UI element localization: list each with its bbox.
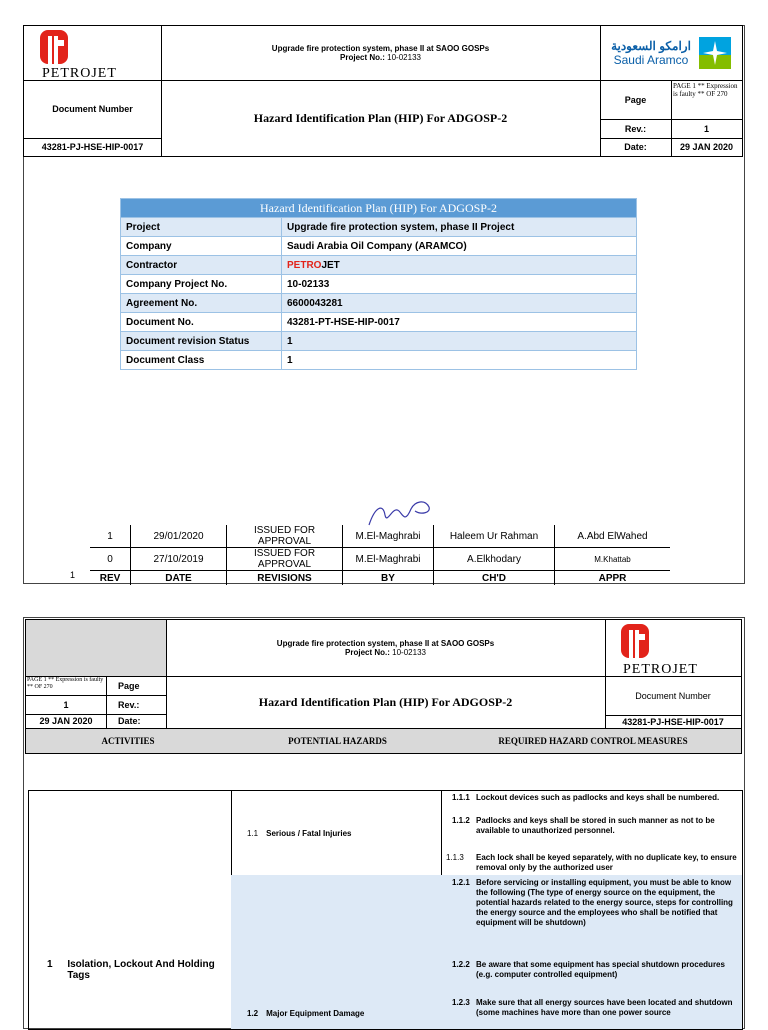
hazard-cell-1-1 [231, 790, 442, 876]
info-value: 10-02133 [282, 275, 637, 294]
aramco-logo-cell [600, 25, 743, 81]
rev-header: DATE [131, 571, 227, 586]
info-value: 1 [282, 351, 637, 370]
page-value: PAGE 1 ** Expression is faulty ** OF 270 [25, 676, 107, 696]
doc-number-label: Document Number [605, 676, 742, 716]
revision-table [90, 525, 670, 585]
measure-item: 1.1.2 Padlocks and keys shall be stored in such manner as not to be available to unauthorized personnel. [452, 816, 715, 835]
doc-title: Hazard Identification Plan (HIP) For ADGOSP-2 [166, 676, 606, 729]
doc-title: Hazard Identification Plan (HIP) For ADGOSP-2 [161, 80, 601, 157]
rev-header: BY [343, 571, 434, 586]
rev-by-cell: M.El-Maghrabi [343, 548, 434, 571]
info-key: Agreement No. [121, 294, 282, 313]
info-key: Company [121, 237, 282, 256]
rev-label: Rev.: [600, 119, 672, 139]
rev-chd-cell: A.Elkhodary [434, 548, 555, 571]
measure-item: 1.2.2 Be aware that some equipment has special shutdown procedures (e.g. computer controlled equipment) [452, 960, 725, 979]
page-footer-number: 1 [70, 570, 76, 580]
project-line-1: Upgrade fire protection system, phase II at SAOO GOSPs [276, 639, 495, 648]
project-info-table [120, 198, 637, 370]
doc-number-value: 43281-PJ-HSE-HIP-0017 [605, 715, 742, 729]
date-value: 29 JAN 2020 [671, 138, 743, 157]
date-label: Date: [106, 714, 167, 729]
petrojet-logo-cell [23, 25, 162, 81]
aramco-arabic-text: ارامكو السعودية [611, 39, 691, 53]
info-key: Contractor [121, 256, 282, 275]
project-number: Project No.: 10-02133 [340, 53, 421, 62]
activity-cell [28, 790, 232, 1030]
revision-row [90, 548, 670, 571]
info-key: Document No. [121, 313, 282, 332]
info-value-contractor: PETROJET [282, 256, 637, 275]
rev-desc-cell: ISSUED FOR APPROVAL [227, 525, 343, 548]
rev-desc-cell: ISSUED FOR APPROVAL [227, 548, 343, 571]
hazard-label: 1.1 Serious / Fatal Injuries [247, 829, 352, 838]
hazard-label: 1.2 Major Equipment Damage [247, 1009, 365, 1018]
project-line-1: Upgrade fire protection system, phase II at SAOO GOSPs [271, 44, 490, 53]
info-value: Saudi Arabia Oil Company (ARAMCO) [282, 237, 637, 256]
info-value: 1 [282, 332, 637, 351]
info-value: 43281-PT-HSE-HIP-0017 [282, 313, 637, 332]
column-header-activities: ACTIVITIES [25, 729, 231, 754]
rev-date-cell: 29/01/2020 [131, 525, 227, 548]
rev-chd-cell: Haleem Ur Rahman [434, 525, 555, 548]
hazard-cell-1-2 [231, 875, 442, 1030]
rev-appr-cell: A.Abd ElWahed [555, 525, 671, 548]
aramco-english-text: Saudi Aramco [613, 53, 689, 67]
rev-header: REV [90, 571, 131, 586]
info-value: Upgrade fire protection system, phase II Project [282, 218, 637, 237]
petrojet-logo-cell [605, 619, 742, 677]
rev-cell: 1 [90, 525, 131, 548]
page-label: Page [106, 676, 167, 696]
petrojet-logo-text: PETROJET [42, 66, 117, 81]
rev-label: Rev.: [106, 695, 167, 715]
rev-value: 1 [671, 119, 743, 139]
rev-header: CH'D [434, 571, 555, 586]
column-header-measures: REQUIRED HAZARD CONTROL MEASURES [445, 729, 742, 754]
measure-item: 1.1.1 Lockout devices such as padlocks and keys shall be numbered. [452, 793, 720, 802]
measure-item: 1.2.3 Make sure that all energy sources have been located and shutdown (some machines have more than one power source [452, 998, 733, 1017]
doc-number-value: 43281-PJ-HSE-HIP-0017 [23, 138, 162, 157]
date-value: 29 JAN 2020 [25, 714, 107, 729]
project-number: Project No.: 10-02133 [345, 648, 426, 657]
blank-logo-cell [25, 619, 167, 677]
doc-number-label: Document Number [23, 80, 162, 139]
date-label: Date: [600, 138, 672, 157]
aramco-star-icon [699, 37, 731, 69]
rev-by-cell: M.El-Maghrabi [343, 525, 434, 548]
measure-item: 1.1.3 Each lock shall be keyed separately, with no duplicate key, to ensure removal only by the authorized user [446, 853, 737, 872]
rev-appr-cell: M.Khattab [555, 548, 671, 571]
info-key: Document revision Status [121, 332, 282, 351]
page-label: Page [600, 80, 672, 120]
revision-row [90, 525, 670, 548]
info-key: Company Project No. [121, 275, 282, 294]
project-title-cell [161, 25, 601, 81]
column-header-hazards: POTENTIAL HAZARDS [230, 729, 446, 754]
measure-item: 1.2.1 Before servicing or installing equipment, you must be able to know the following (The type of energy source on the equipment, the potential hazards related to the energy source, steps for controlling the energy source and the employees who shall be notified that equipment will be shutdown) [452, 878, 733, 927]
info-key: Project [121, 218, 282, 237]
info-table-header: Hazard Identification Plan (HIP) For ADGOSP-2 [121, 199, 637, 218]
activity-label: 1 Isolation, Lockout And Holding Tags [47, 959, 215, 981]
petrojet-logo-text: PETROJET [623, 662, 698, 677]
rev-header: APPR [598, 572, 627, 584]
rev-cell: 0 [90, 548, 131, 571]
info-value: 6600043281 [282, 294, 637, 313]
revision-header-row [90, 571, 670, 586]
page-value: PAGE 1 ** Expression is faulty ** OF 270 [671, 80, 743, 120]
rev-date-cell: 27/10/2019 [131, 548, 227, 571]
project-title-cell [166, 619, 606, 677]
rev-header: REVISIONS [227, 571, 343, 586]
info-key: Document Class [121, 351, 282, 370]
rev-value: 1 [25, 695, 107, 715]
